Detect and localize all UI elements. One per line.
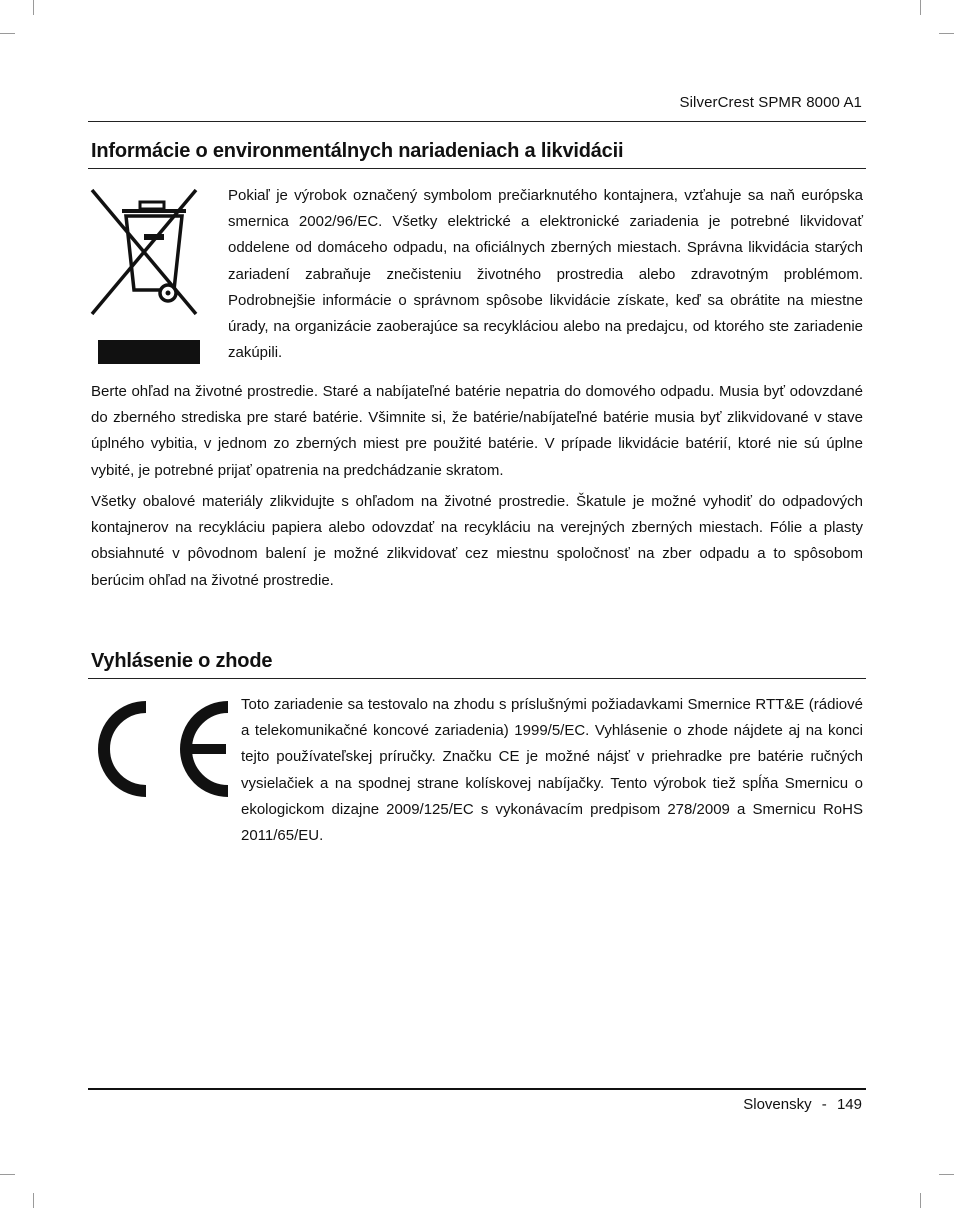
page-footer bbox=[743, 1096, 862, 1113]
crossed-out-bin-icon bbox=[88, 186, 204, 366]
crop-mark bbox=[0, 1174, 15, 1175]
crop-mark bbox=[33, 0, 34, 15]
section-title-conformity: Vyhlásenie o zhode bbox=[91, 650, 273, 672]
running-header: SilverCrest SPMR 8000 A1 bbox=[679, 94, 862, 111]
packaging-paragraph: Všetky obalové materiály zlikvidujte s ohľadom na životné prostredie. Škatule je možné vyhodiť do odpadových kontajnerov na recykláciu papiera alebo odovzdať na recykláciu na verejných zberných miestach. Fólie a plasty obsiahnuté v pôvodnom balení je možné zlikvidovať cez miestnu spoločnosť na zber odpadu a to spôsobom berúcim ohľad na životné prostredie. bbox=[91, 493, 863, 589]
crop-mark bbox=[920, 1193, 921, 1208]
section-rule bbox=[88, 168, 866, 169]
crop-mark bbox=[939, 1174, 954, 1175]
crop-mark bbox=[939, 33, 954, 34]
weee-paragraph: Pokiaľ je výrobok označený symbolom prečiarknutého kontajnera, vzťahuje sa naň európska smernica 2002/96/EC. Všetky elektrické a elektronické zariadenia je potrebné likvidovať oddelene od domáceho odpadu, na oficiálnych zberných miestach. Správna likvidácia starých zariadení zabraňuje znečisteniu životného prostredia alebo zdravotným problémom. Podrobnejšie informácie o správnom spôsobe likvidácie získate, keď sa obrátite na miestne úrady, na organizácie zaoberajúce sa recykláciou alebo na predajcu, od ktorého ste zariadenie zakúpili. bbox=[228, 187, 863, 362]
conformity-paragraph: Toto zariadenie sa testovalo na zhodu s príslušnými požiadavkami Smernice RTT&E (rádiové a telekomunikačné koncové zariadenia) 1999/5/EC. Vyhlásenie o zhode nájdete aj na konci tejto používateľskej príručky. Značku CE je možné nájsť v priehradke pre batérie ručných vysielačiek a na spodnej strane kolískovej nabíjačky. Tento výrobok tiež spĺňa Smernicu o ekologickom dizajne 2009/125/EC s vykonávacím predpisom 278/2009 a Smernicu RoHS 2011/65/EU. bbox=[241, 696, 863, 845]
footer-rule bbox=[88, 1088, 866, 1090]
battery-paragraph: Berte ohľad na životné prostredie. Staré a nabíjateľné batérie nepatria do domového odpadu. Musia byť odovzdané do zberného strediska pre staré batérie. Všimnite si, že batérie/nabíjateľné batérie musia byť zlikvidované v stave úplného vybitia, v jednom zo zberných miest pre použité batérie. V prípade likvidácie batérií, ktoré nie sú úplne vybité, je potrebné prijať opatrenia na predchádzanie skratom. bbox=[91, 383, 863, 479]
section-rule bbox=[88, 678, 866, 679]
section-title-environment: Informácie o environmentálnych nariadeniach a likvidácii bbox=[91, 140, 624, 162]
footer-separator: - bbox=[821, 1096, 827, 1113]
header-rule bbox=[88, 121, 866, 122]
crop-mark bbox=[33, 1193, 34, 1208]
page-number: 149 bbox=[836, 1096, 862, 1113]
ce-mark-icon bbox=[88, 697, 232, 801]
footer-language: Slovensky bbox=[743, 1096, 812, 1113]
crop-mark bbox=[0, 33, 15, 34]
crop-mark bbox=[920, 0, 921, 15]
